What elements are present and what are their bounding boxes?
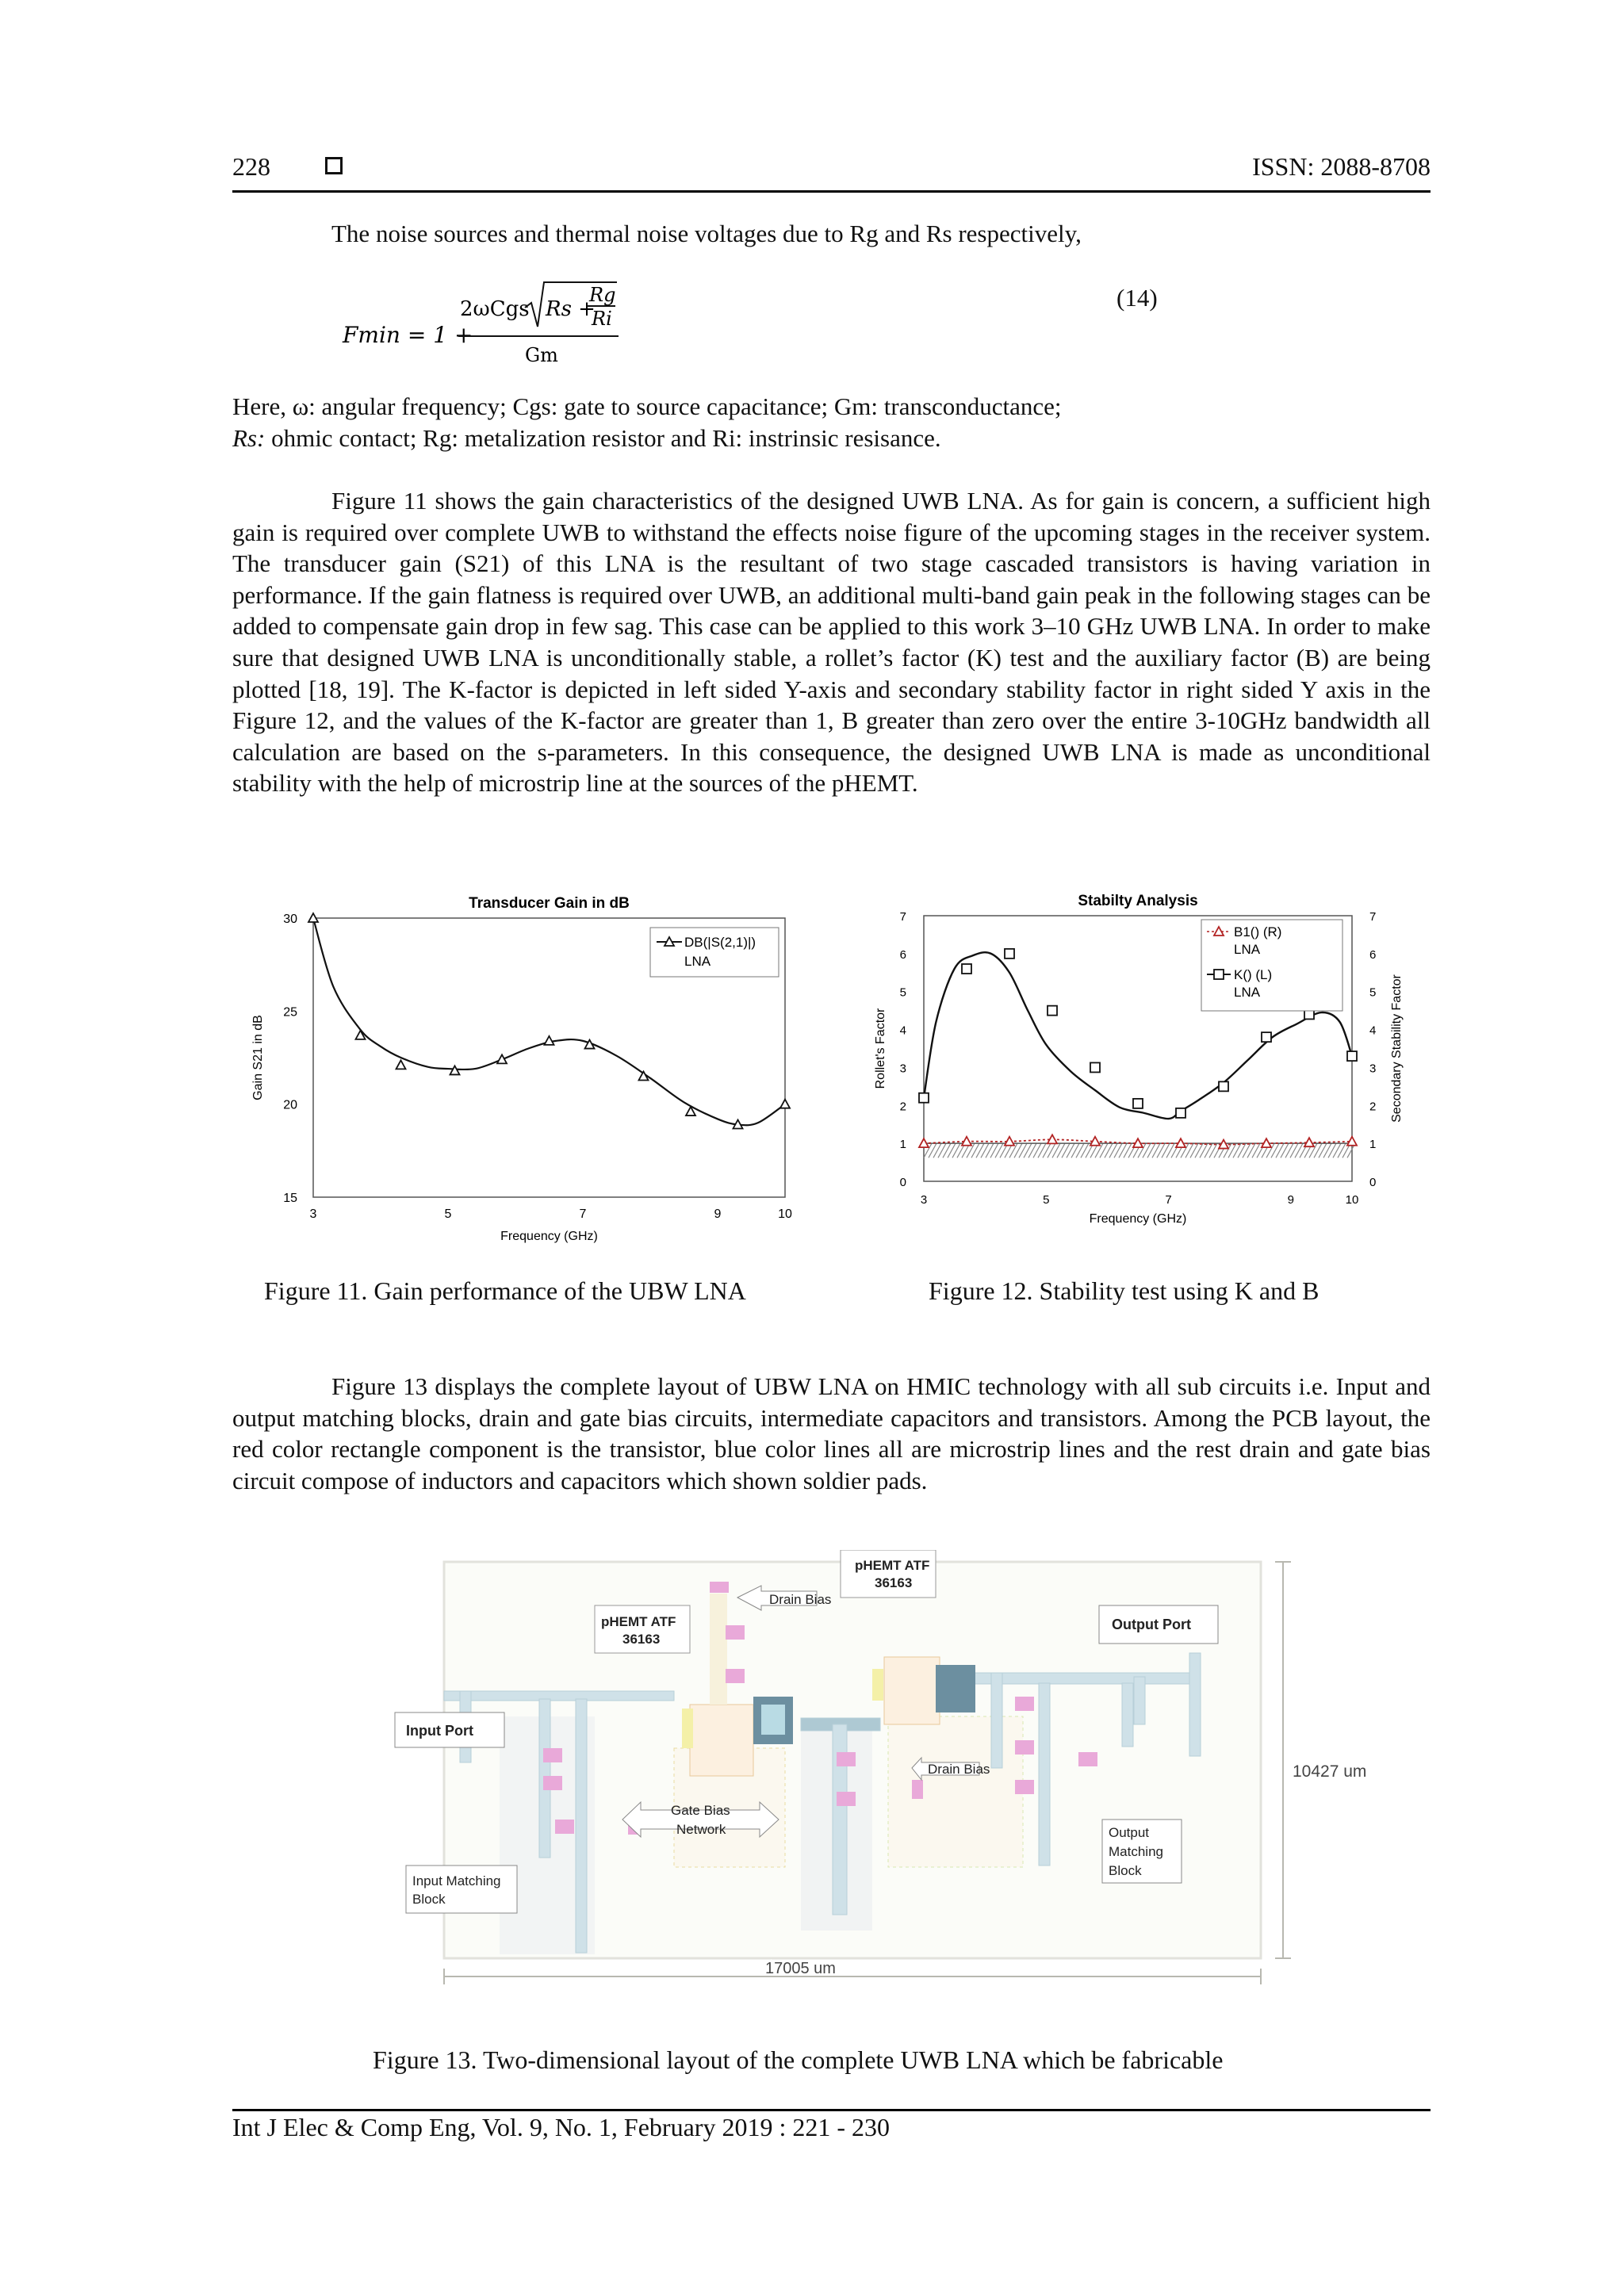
y-tick-label: 6: [899, 947, 906, 962]
x-tick-label: 9: [714, 1207, 722, 1221]
output-matching-label-1: Output: [1109, 1825, 1150, 1840]
eq-coef: 2ωCgs: [460, 297, 530, 321]
issn: ISSN: 2088-8708: [1252, 152, 1431, 181]
figure-11-chart: [238, 884, 809, 1249]
y2-tick-label: 5: [1369, 985, 1377, 1000]
x-tick-label: 5: [444, 1207, 452, 1221]
y2-tick-label: 3: [1369, 1062, 1377, 1076]
cap-2: [872, 1669, 883, 1701]
x-tick-label: 7: [1165, 1193, 1172, 1207]
chart-title: Stabilty Analysis: [1078, 893, 1198, 909]
equation-number: (14): [1116, 284, 1158, 312]
phemt2-num: 36163: [875, 1575, 913, 1590]
phemt2-label: pHEMT ATF: [855, 1558, 930, 1573]
gain-chart-plot: [251, 895, 792, 1243]
legend-label-k: LNA: [1234, 985, 1261, 1000]
definitions-line1: Here, ω: angular frequency; Cgs: gate to source capacitance; Gm: transconductance;: [232, 392, 1062, 420]
y-tick-label: 0: [899, 1176, 906, 1189]
figure-13-layout: [389, 1550, 1419, 2010]
cap-1: [682, 1709, 693, 1748]
legend-label-b: B1() (R): [1234, 924, 1282, 939]
eq-lhs: Fmin = 1 +: [343, 322, 473, 348]
gate-bias-label-2: Network: [676, 1822, 726, 1837]
output-matching-label-3: Block: [1109, 1863, 1142, 1878]
y-tick-label: 4: [899, 1024, 906, 1038]
drain-bias-1-trace: [710, 1594, 727, 1705]
figure-12-caption: Figure 12. Stability test using K and B: [929, 1276, 1320, 1305]
page-number: 228: [232, 152, 270, 181]
y-axis-label: Rollet's Factor: [874, 1008, 887, 1089]
transistor-1: [690, 1705, 753, 1776]
y-tick-label: 2: [899, 1100, 906, 1114]
y-axis-label: Gain S21 in dB: [251, 1015, 265, 1100]
stability-chart-plot: [874, 893, 1404, 1226]
y2-tick-label: 7: [1369, 910, 1377, 924]
chart-title: Transducer Gain in dB: [469, 895, 630, 912]
x-tick-label: 10: [1345, 1193, 1359, 1207]
eq-ri: Ri: [592, 308, 612, 330]
series-marker-k: [1133, 1099, 1143, 1108]
y2-tick-label: 4: [1369, 1024, 1377, 1038]
transistor-1-inner: [761, 1705, 785, 1735]
legend: [650, 928, 779, 977]
transistor-2: [884, 1657, 940, 1724]
series-marker-k: [1090, 1062, 1100, 1072]
input-matching-label-2: Block: [412, 1892, 446, 1907]
output-port-label: Output Port: [1112, 1617, 1191, 1632]
series-marker-k: [1048, 1006, 1057, 1016]
definitions: [232, 391, 1431, 453]
x-tick-label: 10: [778, 1207, 792, 1221]
series-marker-k: [1176, 1108, 1185, 1118]
footer-rule: [232, 2109, 1431, 2111]
header-rule: [232, 190, 1431, 193]
phemt1-label: pHEMT ATF: [601, 1614, 676, 1629]
y2-tick-label: 2: [1369, 1100, 1377, 1114]
footer-text: Int J Elec & Comp Eng, Vol. 9, No. 1, February 2019 : 221 - 230: [232, 2113, 890, 2141]
y-tick-label: 3: [899, 1062, 906, 1076]
x-tick-label: 3: [920, 1193, 928, 1207]
y-tick-label: 7: [899, 910, 906, 924]
legend-label: DB(|S(2,1)|): [684, 935, 756, 950]
equation-14: [341, 277, 1213, 373]
paragraph-1: Figure 11 shows the gain characteristics of the designed UWB LNA. As for gain is concern, a sufficient high gain is required over complete UWB to withstand the effects noise figure of the upcoming stages in the receiver system. The transducer gain (S21) of this LNA is the resultant of two stage cascaded transistors is having variation in performance. If the gain flatness is required over UWB, an additional multi-band gain peak in the following stages can be added to compensate gain drop in few sag. This case can be applied to this work 3–10 GHz UWB LNA. In order to make sure that designed UWB LNA is unconditionally stable, a rollet’s factor (K) test and the auxiliary factor (B) are being plotted [18, 19]. The K-factor is depicted in left sided Y-axis and secondary stability factor in right sided Y axis in the Figure 12, and the values of the K-factor are greater than 1, B greater than zero over the entire 3-10GHz bandwidth all calculation are based on the s-parameters. In this consequence, the designed UWB LNA is made as unconditional stability with the help of microstrip line at the sources of the pHEMT.: [232, 487, 1431, 798]
header-square-icon: [325, 157, 343, 174]
x-tick-label: 9: [1287, 1193, 1295, 1207]
phemt1-num: 36163: [622, 1632, 661, 1647]
legend-label-k: K() (L): [1234, 967, 1273, 982]
drain-bias-mid-label: Drain Bias: [928, 1762, 990, 1777]
y-tick-label: 30: [283, 913, 297, 926]
y2-tick-label: 6: [1369, 947, 1377, 962]
x-tick-label: 7: [579, 1207, 587, 1221]
legend: [1201, 920, 1342, 1011]
equation-svg: [341, 277, 737, 373]
y2-tick-label: 0: [1369, 1176, 1377, 1189]
eq-rg: Rg: [589, 284, 616, 306]
series-marker-k: [919, 1093, 929, 1103]
drain-bias-top-label: Drain Bias: [769, 1592, 832, 1607]
eq-denominator: Gm: [525, 344, 558, 366]
legend-marker-k: [1214, 970, 1224, 979]
legend-label-b: LNA: [1234, 942, 1261, 957]
input-port-label: Input Port: [406, 1723, 473, 1739]
series-marker-k: [1347, 1051, 1357, 1061]
intro-sentence: The noise sources and thermal noise voltages due to Rg and Rs respectively,: [331, 220, 1082, 247]
y-tick-label: 5: [899, 985, 906, 1000]
figure-13-caption: Figure 13. Two-dimensional layout of the complete UWB LNA which be fabricable: [373, 2045, 1224, 2074]
y2-axis-label: Secondary Stability Factor: [1390, 974, 1404, 1123]
output-matching-label-2: Matching: [1109, 1844, 1163, 1859]
series-marker-k: [962, 964, 971, 974]
series-marker-k: [1219, 1081, 1228, 1091]
eq-rs: Rs +: [546, 297, 596, 321]
height-dimension: 10427 um: [1293, 1762, 1367, 1781]
definitions-line2: Rs: ohmic contact; Rg: metalization resistor and Ri: instrinsic resisance.: [232, 423, 941, 452]
series-marker-k: [1262, 1032, 1271, 1042]
figure-11-caption: Figure 11. Gain performance of the UBW LNA: [264, 1276, 746, 1305]
y-tick-label: 1: [899, 1138, 906, 1152]
gate-bias-label-1: Gate Bias: [671, 1803, 730, 1818]
x-tick-label: 5: [1043, 1193, 1050, 1207]
transistor-2-pad: [936, 1665, 975, 1712]
x-axis-label: Frequency (GHz): [500, 1230, 598, 1243]
series-marker-k: [1005, 949, 1014, 959]
figure-12-chart: [864, 884, 1443, 1249]
x-tick-label: 3: [309, 1207, 317, 1221]
x-axis-label: Frequency (GHz): [1089, 1212, 1187, 1226]
y-tick-label: 15: [283, 1192, 297, 1205]
y2-tick-label: 1: [1369, 1138, 1377, 1152]
width-dimension: 17005 um: [765, 1960, 836, 1977]
input-matching-label-1: Input Matching: [412, 1873, 501, 1888]
y-tick-label: 20: [283, 1098, 297, 1112]
y-tick-label: 25: [283, 1005, 297, 1020]
paragraph-2: Figure 13 displays the complete layout of UBW LNA on HMIC technology with all sub circuits i.e. Input and output matching blocks, drain and gate bias circuits, intermediate capacitors and transistors. Among the PCB layout, the red color rectangle component is the transistor, blue color lines all are microstrip lines and the rest drain and gate bias circuit compose of inductors and capacitors which shown soldier pads.: [232, 1372, 1431, 1494]
legend-label: LNA: [684, 954, 711, 969]
